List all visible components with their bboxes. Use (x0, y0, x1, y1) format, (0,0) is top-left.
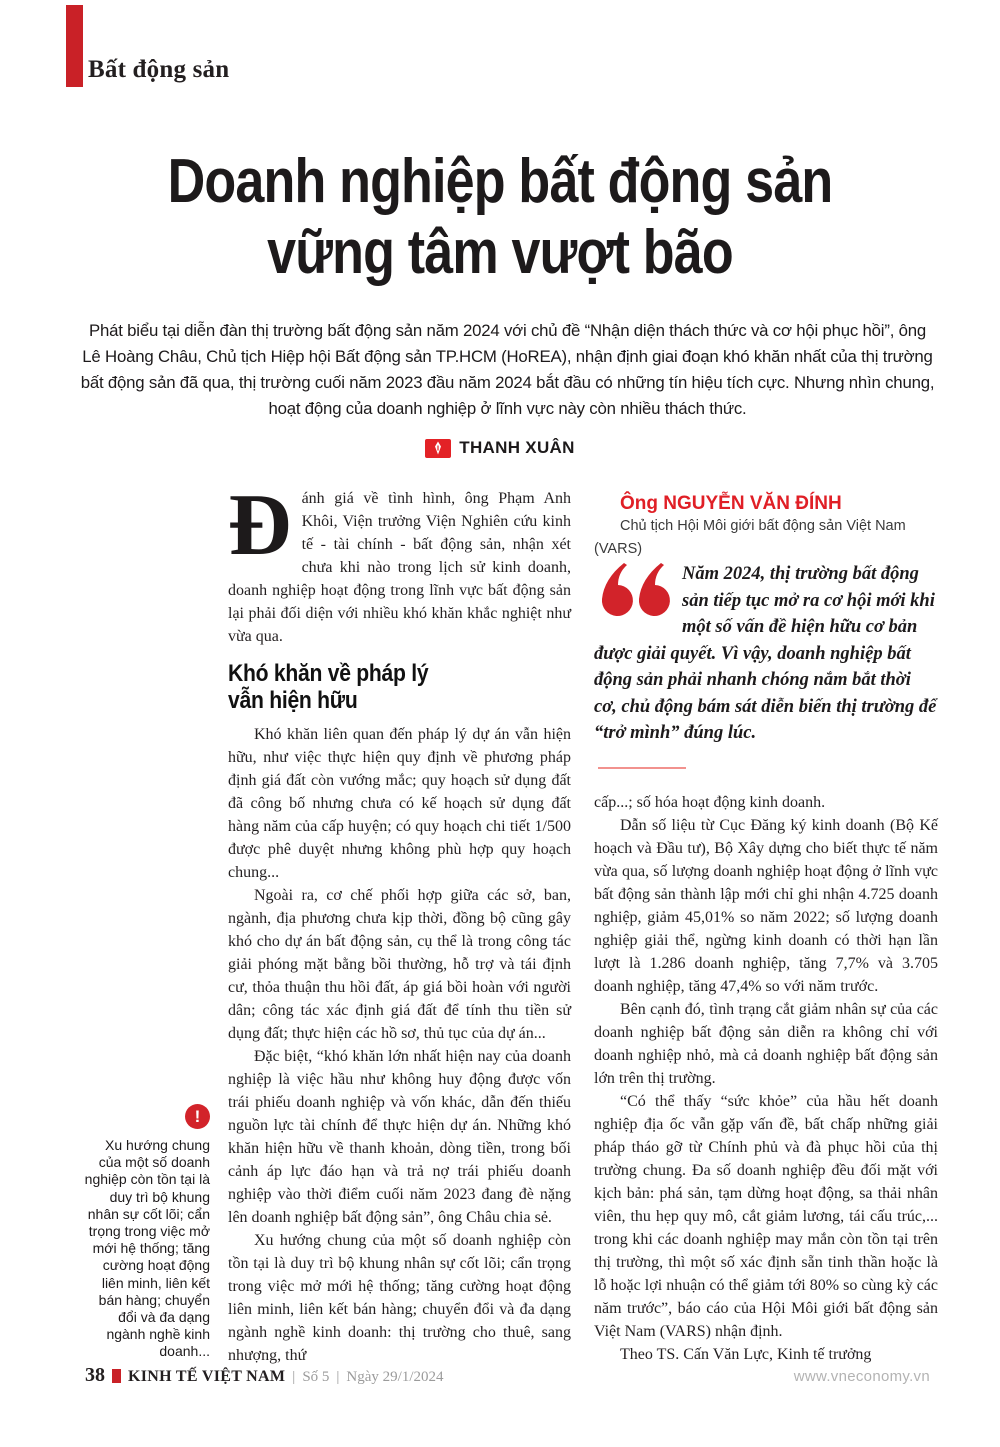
article-column-left (228, 477, 571, 1367)
website-url: www.vneconomy.vn (793, 1368, 930, 1385)
publication-name: KINH TẾ VIỆT NAM (128, 1368, 286, 1385)
subheading (228, 660, 530, 714)
section-accent-bar (66, 5, 83, 87)
quote-mark-icon (594, 563, 676, 619)
paragraph: Xu hướng chung của một số doanh nghiệp còn tồn tại là duy trì bộ khung nhân sự cốt lõi; cẩn trọng trong việc mở mới hệ thống; tăng cường hoạt động liên minh, liên kết bán hàng; chuyển đổi và đa dạng ngành nghề kinh doanh: thị trường cho thuê, sang nhượng, thứ (228, 1232, 571, 1364)
sidebar-note-text: Xu hướng chung của một số doanh nghiệp còn tồn tại là duy trì bộ khung nhân sự cốt lõi; cẩn trọng trong việc mở mới hệ thống; tăng cường hoạt động liên minh, liên kết bán hàng; chuyển đổi và đa dạng ngành nghề kinh doanh... (84, 1137, 210, 1360)
pen-icon (425, 439, 451, 458)
section-label: Bất động sản (88, 56, 230, 83)
paragraph: cấp...; số hóa hoạt động kinh doanh. (594, 793, 826, 811)
paragraph-opening (228, 477, 571, 648)
quote-divider (598, 767, 686, 769)
author-name: THANH XUÂN (459, 438, 575, 457)
paragraph: Đặc biệt, “khó khăn lớn nhất hiện nay của doanh nghiệp là việc hầu như không huy động được vốn trái phiếu doanh nghiệp và vốn khác, dẫn đến thiếu nguồn lực tài chính để thực hiện dự án. Những khó khăn hiện hữu về thanh khoản, dòng tiền, trong bối cảnh áp lực đáo hạn và trả nợ trái phiếu doanh nghiệp vào thời điểm cuối năm 2023 đang đè nặng lên doanh nghiệp bất động sản”, ông Châu chia sẻ. (228, 1048, 571, 1226)
byline (0, 438, 1000, 458)
footer-left (85, 1364, 444, 1387)
exclamation-icon: ! (185, 1104, 210, 1129)
lead-paragraph: Phát biểu tại diễn đàn thị trường bất động sản năm 2024 với chủ đề “Nhận diện thách thức và cơ hội phục hồi”, ông Lê Hoàng Châu, Chủ tịch Hiệp hội Bất động sản TP.HCM (HoREA), nhận định giai đoạn khó khăn nhất của thị trường bất động sản đã qua, thị trường cuối năm 2023 đầu năm 2024 bắt đầu có những tín hiệu tích cực. Nhưng nhìn chung, hoạt động của doanh nghiệp ở lĩnh vực này còn nhiều thách thức. (80, 321, 935, 418)
paragraph: Bên cạnh đó, tình trạng cắt giảm nhân sự của các doanh nghiệp bất động sản diễn ra không chỉ với doanh nghiệp nhỏ, mà cả doanh nghiệp bất động sản lớn trên thị trường. (594, 1000, 938, 1087)
page-number: 38 (85, 1364, 105, 1386)
profile-name: Ông NGUYỄN VĂN ĐÍNH (620, 493, 842, 514)
pull-quote-text: Năm 2024, thị trường bất động sản tiếp tục mở ra cơ hội mới khi một số vấn đề hiện hữu cơ bản được giải quyết. Vì vậy, doanh nghiệp bất động sản phải nhanh chóng nắm bắt thời cơ, chủ động bám sát diễn biến thị trường để “trở mình” đúng lúc. (594, 564, 937, 743)
page-title (80, 146, 920, 288)
issue-date: Ngày 29/1/2024 (346, 1369, 444, 1385)
page-title-line2: vững tâm vượt bão (267, 218, 733, 287)
paragraph: Ngoài ra, cơ chế phối hợp giữa các sở, ban, ngành, địa phương chưa kịp thời, đồng bộ cũng gây khó cho dự án bất động sản, cụ thể là trong công tác giải phóng mặt bằng bồi thường, hỗ trợ và tái định cư, thỏa thuận thu hồi đất, áp giá bồi hoàn với người dân; công tác xác định giá đất để tính thu tiền sử dụng đất; thực hiện các hồ sơ, thủ tục của dự án... (228, 887, 571, 1042)
subheading-line1: Khó khăn về pháp lý (228, 660, 429, 687)
pull-quote (594, 561, 938, 747)
page-title-line1: Doanh nghiệp bất động sản (167, 147, 833, 216)
paragraph: Khó khăn liên quan đến pháp lý dự án vẫn hiện hữu, như việc thực hiện quy định về phương pháp định giá đất còn vướng mắc; quy hoạch sử dụng đất đã công bố nhưng chưa có kế hoạch sử dụng đất hàng năm của cấp huyện; có quy hoạch chi tiết 1/500 được phê duyệt nhưng không phù hợp quy hoạch chung... (228, 726, 571, 881)
subheading-line2: vẫn hiện hữu (228, 687, 358, 714)
footer-separator: | (336, 1369, 340, 1385)
paragraph: “Có thể thấy “sức khỏe” của hầu hết doanh nghiệp địa ốc vẫn gặp vấn đề, bất chấp những giải pháp tháo gỡ từ Chính phủ và đà phục hồi của thị trường chung. Đa số doanh nghiệp đều đối mặt với kịch bản: phá sản, tạm dừng hoạt động, sa thải nhân viên, thu hẹp quy mô, cắt giảm lương, tái cấu trúc,... trong khi các doanh nghiệp may mắn còn tồn tại trên thị trường, thì một số xác định sẵn tinh thần hoặc là lỗ hoặc lợi nhuận có thể giảm tới 80% so cùng kỳ các năm trước”, báo cáo của Hội Môi giới bất động sản Việt Nam (VARS) nhận định. (594, 1092, 938, 1340)
article-column-right (594, 492, 938, 1366)
footer-separator: | (292, 1369, 296, 1385)
footer-red-square (112, 1369, 121, 1383)
issue-number: Số 5 (302, 1369, 330, 1385)
sidebar-note (84, 1104, 210, 1361)
paragraph: Dẫn số liệu từ Cục Đăng ký kinh doanh (Bộ Kế hoạch và Đầu tư), Bộ Xây dựng cho biết thực tế năm vừa qua, số lượng doanh nghiệp hoạt động ở lĩnh vực bất động sản thành lập mới chỉ ghi nhận 4.725 doanh nghiệp, giảm 45,01% so năm 2022; số lượng doanh nghiệp giải thể, ngừng kinh doanh có thời hạn lần lượt là 1.286 doanh nghiệp, tăng 7,7% và 3.705 doanh nghiệp, tăng 47,4% so với năm trước. (594, 816, 938, 995)
drop-cap: Đ (228, 477, 292, 574)
paragraph-opening-text: ánh giá về tình hình, ông Phạm Anh Khôi, Viện trưởng Viện Nghiên cứu kinh tế - tài chính - bất động sản, nhận xét chưa khi nào trong lịch sử kinh doanh, doanh nghiệp hoạt động trong lĩnh vực bất động sản lại phải đối diện với nhiều khó khăn khắc nghiệt như vừa qua. (228, 490, 571, 645)
page-footer (85, 1364, 930, 1387)
profile-role: Chủ tịch Hội Môi giới bất động sản Việt Nam (VARS) (594, 518, 906, 557)
paragraph: Theo TS. Cấn Văn Lực, Kinh tế trưởng (620, 1345, 872, 1363)
